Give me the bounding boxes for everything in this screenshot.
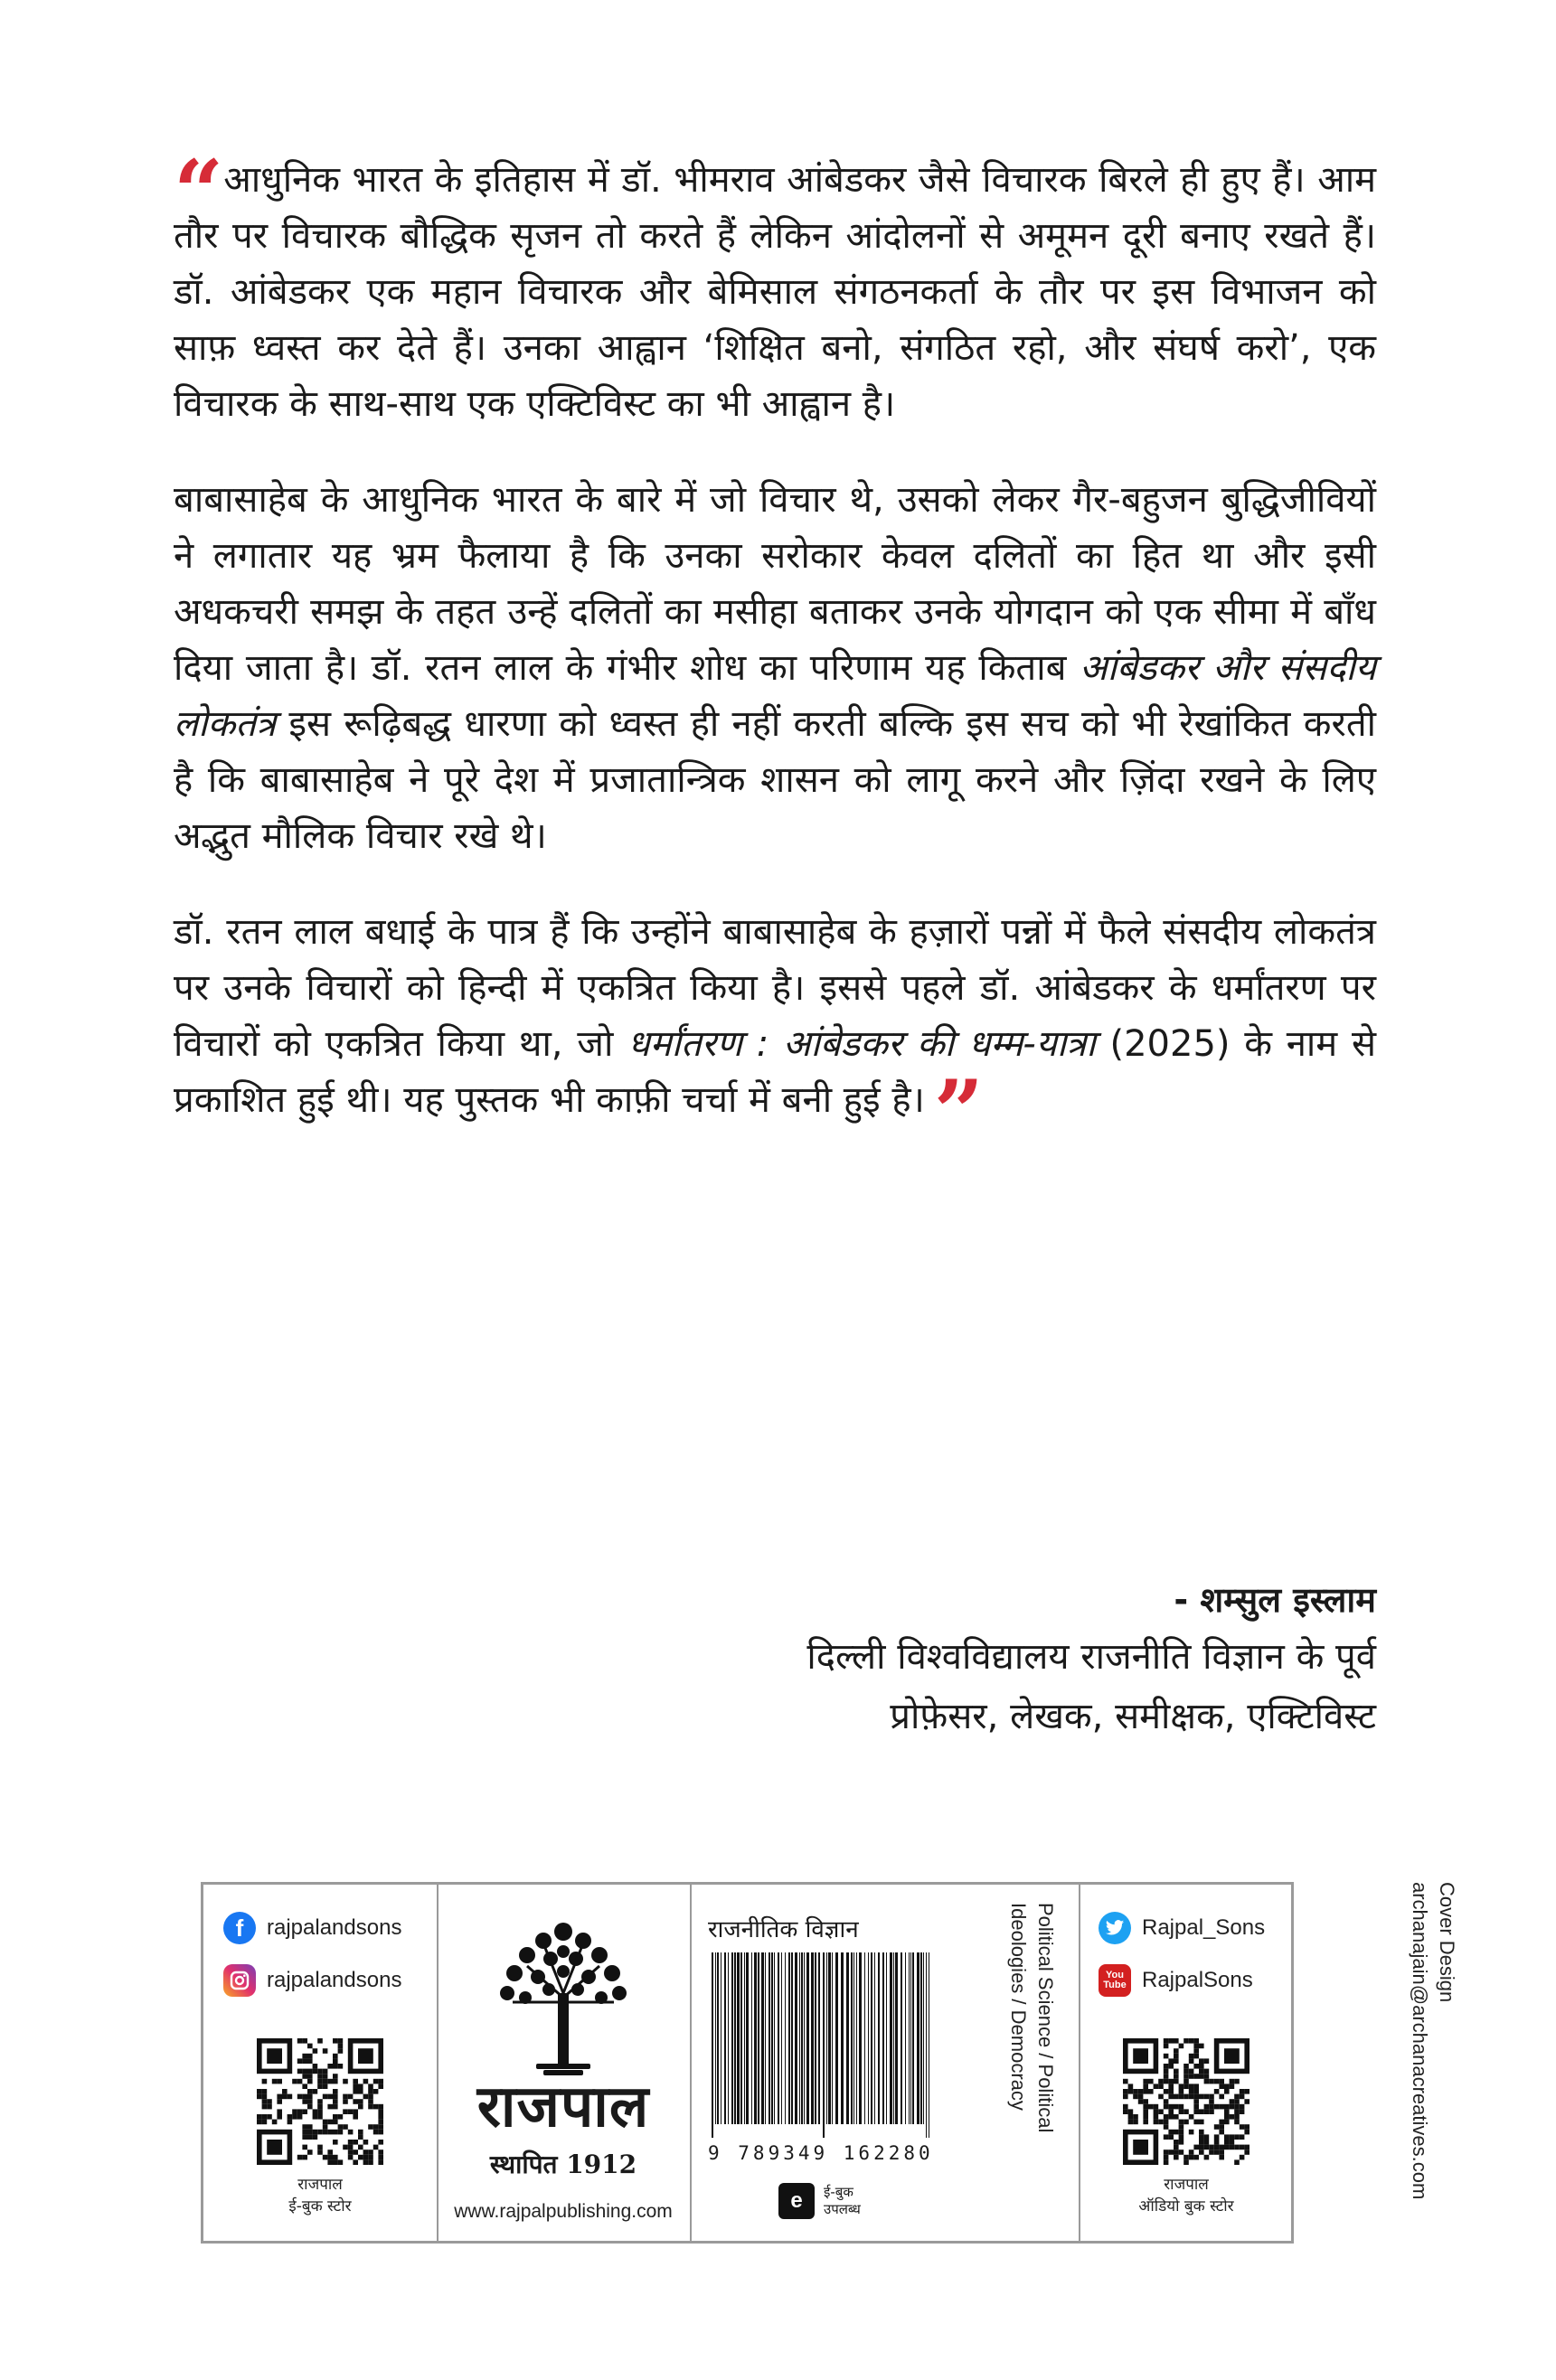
ebook-text <box>824 2184 861 2218</box>
ebook-available-badge <box>778 2183 861 2219</box>
paragraph-3-text-a: डॉ. रतन लाल बधाई के पात्र हैं कि उन्होंने बाबासाहेब के हज़ारों पन्नों में फैले संसदीय लोकतंत्र पर उनके विचारों को हिन्दी में एकत्रित किया है। इससे पहले डॉ. आंबेडकर के धर्मांतरण पर विचारों को एकत्रित किया था, जो <box>174 911 1376 1065</box>
back-cover-panel <box>201 1882 1294 2244</box>
youtube-icon: You Tube <box>1099 1964 1131 1997</box>
qr-label-line-2: ई-बुक स्टोर <box>288 2197 352 2215</box>
vertical-category: Political Science / Political Ideologies / Democracy <box>1007 1903 1057 2133</box>
publisher-website[interactable]: www.rajpalpublishing.com <box>454 2201 673 2222</box>
facebook-icon: f <box>223 1912 256 1944</box>
cover-design-credit <box>1397 1882 1460 2262</box>
ebook-store-qr-code[interactable] <box>257 2038 383 2165</box>
qr-label-line-1: राजपाल <box>297 2176 343 2194</box>
facebook-handle: rajpalandsons <box>267 1915 402 1940</box>
isbn-barcode <box>708 1952 934 2138</box>
qr-label-line-1: राजपाल <box>1164 2176 1209 2194</box>
established-year: स्थापित 1912 <box>489 2150 637 2179</box>
credit-email: archanajain@archanacreatives.com <box>1409 1882 1431 2200</box>
paragraph-2 <box>174 472 1376 864</box>
close-quote-mark: ” <box>933 1061 979 1163</box>
barcode-column <box>690 1885 1080 2241</box>
audiobook-store-qr-code[interactable] <box>1123 2038 1250 2165</box>
audiobook-store-column <box>1079 1885 1294 2241</box>
author-name: - शम्सुल इस्लाम <box>1174 1580 1376 1620</box>
ebook-text-line-1: ई-बुक <box>824 2184 853 2200</box>
paragraph-1 <box>174 141 1376 432</box>
twitter-handle: Rajpal_Sons <box>1142 1915 1266 1940</box>
book-title: आंबेडकर और संसदीय लोकतंत्र <box>174 647 1376 745</box>
instagram-link[interactable] <box>223 1964 401 1997</box>
blurb <box>174 141 1377 1168</box>
attribution <box>806 1573 1376 1746</box>
paragraph-2-text-b: इस रूढ़िबद्ध धारणा को ध्वस्त ही नहीं करती बल्कि इस सच को भी रेखांकित करती है कि बाबासाहेब ने पूरे देश में प्रजातान्त्रिक शासन को लागू करने और ज़िंदा रखने के लिए अद्भुत मौलिक विचार रखे थे। <box>174 703 1377 857</box>
tree-logo-icon <box>491 1912 636 2084</box>
open-quote-mark: “ <box>174 141 219 243</box>
facebook-link[interactable] <box>223 1912 401 1944</box>
author-desc-line-2: प्रोफ़ेसर, लेखक, समीक्षक, एक्टिविस्ट <box>890 1696 1376 1737</box>
paragraph-3-text-b: (2025) के नाम से प्रकाशित हुई थी। यह पुस्तक भी काफ़ी चर्चा में बनी हुई है। <box>174 1023 1377 1121</box>
ebook-store-label <box>203 2174 437 2217</box>
instagram-handle: rajpalandsons <box>267 1968 402 1992</box>
ebook-store-column <box>203 1885 439 2241</box>
publisher-logo-column <box>437 1885 692 2241</box>
publisher-brand: राजपाल <box>476 2074 650 2140</box>
isbn-number: 9 789349 162280 <box>708 2142 934 2164</box>
twitter-link[interactable] <box>1099 1912 1265 1944</box>
paragraph-2-text-a: बाबासाहेब के आधुनिक भारत के बारे में जो विचार थे, उसको लेकर गैर-बहुजन बुद्धिजीवियों ने लगातार यह भ्रम फैलाया है कि उनका सरोकार केवल दलितों का हित था और इसी अधकचरी समझ के तहत उन्हें दलितों का मसीहा बताकर उनके योगदान को एक सीमा में बाँध दिया जाता है। डॉ. रतन लाल के गंभीर शोध का परिणाम यह किताब <box>174 479 1376 689</box>
instagram-icon <box>223 1964 256 1997</box>
credit-line-1: Cover Design <box>1436 1882 1458 2003</box>
audiobook-store-label <box>1079 2174 1294 2217</box>
paragraph-3 <box>174 904 1377 1163</box>
author-desc-line-1: दिल्ली विश्वविद्यालय राजनीति विज्ञान के पूर्व <box>806 1636 1376 1678</box>
youtube-link[interactable] <box>1099 1964 1253 1997</box>
paragraph-1-text: आधुनिक भारत के इतिहास में डॉ. भीमराव आंबेडकर जैसे विचारक बिरले ही हुए हैं। आम तौर पर विचारक बौद्धिक सृजन तो करते हैं लेकिन आंदोलनों से अमूमन दूरी बनाए रखते हैं। डॉ. आंबेडकर एक महान विचारक और बेमिसाल संगठनकर्ता के तौर पर इस विभाजन को साफ़ ध्वस्त कर देते हैं। उनका आह्वान ‘शिक्षित बनो, संगठित रहो, और संघर्ष करो’, एक विचारक के साथ-साथ एक एक्टिविस्ट का भी आह्वान है। <box>174 159 1376 425</box>
previous-book-title: धर्मांतरण : आंबेडकर की धम्म-यात्रा <box>627 1023 1096 1065</box>
ebook-text-line-2: उपलब्ध <box>824 2201 861 2217</box>
subject-category: राजनीतिक विज्ञान <box>708 1916 859 1943</box>
qr-label-line-2: ऑडियो बुक स्टोर <box>1138 2197 1234 2215</box>
ebook-icon: e <box>778 2183 815 2219</box>
twitter-icon <box>1099 1912 1131 1944</box>
youtube-handle: RajpalSons <box>1142 1968 1253 1992</box>
